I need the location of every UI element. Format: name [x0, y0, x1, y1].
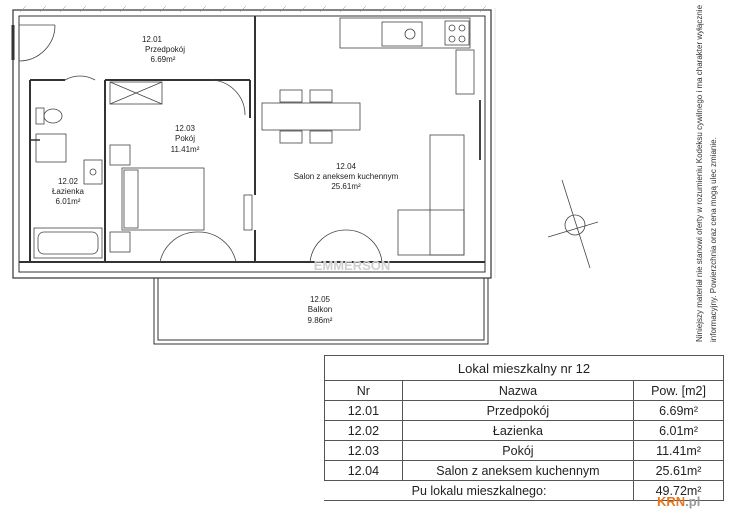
compass-icon — [548, 180, 598, 268]
walls — [13, 10, 491, 278]
entrance-door — [19, 25, 55, 61]
table-row: 12.01 Przedpokój 6.69m² — [325, 401, 724, 421]
svg-text:12.02: 12.02 — [57, 177, 79, 186]
bedroom-furniture — [110, 80, 252, 262]
svg-text:11.41m²: 11.41m² — [170, 145, 200, 154]
svg-text:12.03: 12.03 — [174, 124, 196, 133]
table-header: Nr Nazwa Pow. [m2] — [325, 381, 724, 401]
svg-text:Salon z aneksem kuchennym: Salon z aneksem kuchennym — [293, 172, 399, 181]
table-row: 12.02 Łazienka 6.01m² — [325, 421, 724, 441]
table-total-row: Pu lokalu mieszkalnego: 49.72m² — [325, 481, 724, 501]
disclaimer-text: Niniejszy materiał nie stanowi oferty w rozumieniu Kodeksu cywilnego i ma charakter wyłącznie informacyjny. Powierzchnia oraz cena mogą ulec zmianie. — [695, 4, 718, 342]
svg-text:12.01: 12.01 — [141, 35, 163, 44]
svg-text:6.01m²: 6.01m² — [55, 197, 81, 206]
room-label-1202 — [52, 177, 85, 206]
svg-text:Balkon: Balkon — [307, 305, 333, 314]
room-table — [324, 355, 724, 501]
room-label-1205 — [308, 295, 333, 325]
svg-text:12.04: 12.04 — [335, 162, 357, 171]
svg-text:Przedpokój: Przedpokój — [144, 45, 186, 54]
svg-text:9.86m²: 9.86m² — [307, 316, 333, 325]
bathroom-fixtures — [34, 76, 102, 258]
kitchen-furniture — [262, 18, 480, 262]
table-row: 12.03 Pokój 11.41m² — [325, 441, 724, 461]
room-label-1203 — [171, 124, 200, 154]
hall-closet — [110, 82, 162, 104]
room-label-1204 — [294, 162, 399, 191]
wall-hatching — [20, 6, 486, 12]
svg-text:Pokój: Pokój — [174, 134, 196, 143]
table-title: Lokal mieszkalny nr 12 — [325, 356, 724, 381]
room-label-1201 — [142, 35, 185, 64]
svg-text:25.61m²: 25.61m² — [331, 182, 361, 191]
svg-text:6.69m²: 6.69m² — [150, 55, 176, 64]
svg-text:12.05: 12.05 — [309, 295, 331, 304]
watermark: EMMERSON — [313, 258, 391, 273]
svg-text:Łazienka: Łazienka — [51, 187, 85, 196]
table-row: 12.04 Salon z aneksem kuchennym 25.61m² — [325, 461, 724, 481]
krn-logo: KRN.pl — [657, 494, 701, 509]
